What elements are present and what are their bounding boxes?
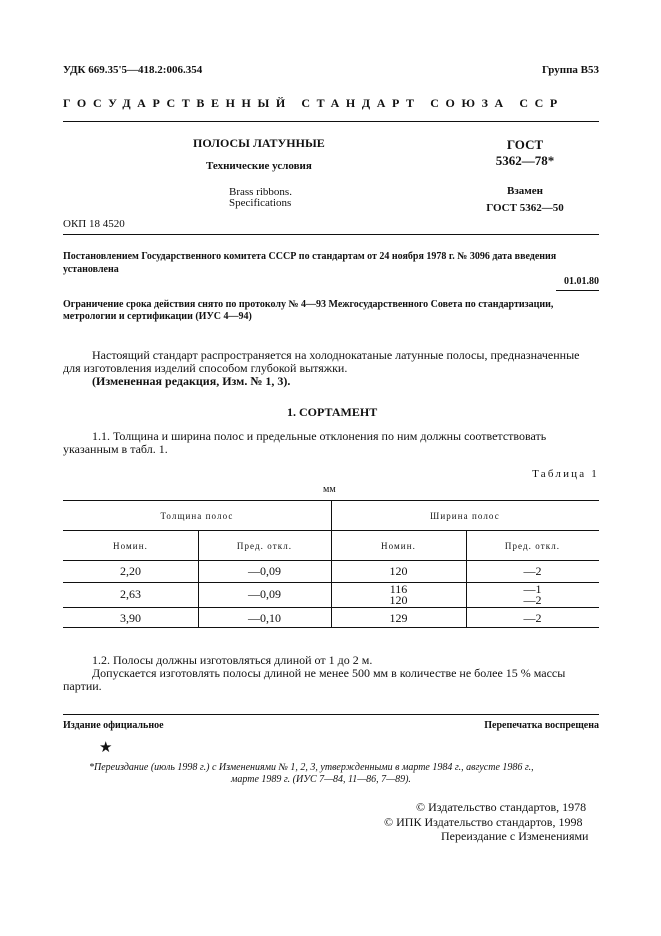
replaces-number: ГОСТ 5362—50 (486, 202, 564, 214)
gost-number: 5362—78* (495, 153, 555, 168)
cell-width-dev: —2 (523, 564, 542, 578)
cell-width-dev: —2 (523, 611, 542, 625)
official-edition: Издание официальное (63, 720, 164, 731)
cell-width-nom: 120 (389, 564, 408, 578)
reissue-note-line1: *Переиздание (июль 1998 г.) с Изменениями № 1, 2, 3, утвержденными в марте 1984 г., августе 1986 г., (89, 762, 534, 773)
group-code: Группа В53 (541, 64, 599, 76)
cell-width-nom: 116 (389, 582, 408, 596)
cell-width-dev: —1 (523, 582, 542, 596)
paragraph-1-2-line3: партии. (63, 679, 102, 693)
intro-line2: для изготовления изделий способом глубокой вытяжки. (63, 361, 348, 375)
paragraph-1-2-line1: 1.2. Полосы должны изготовляться длиной от 1 до 2 м. (92, 653, 373, 667)
cell-thickness-nom: 3,90 (120, 611, 141, 625)
section-heading: 1. СОРТАМЕНТ (287, 405, 378, 419)
decree-line2: установлена (63, 264, 119, 275)
effective-date: 01.01.80 (564, 276, 599, 287)
header-width: Ширина полос (430, 511, 500, 521)
cell-thickness-dev: —0,10 (248, 611, 281, 625)
star-icon: ★ (99, 740, 113, 756)
header-thickness-dev: Пред. откл. (236, 541, 293, 551)
decree-line1: Постановлением Государственного комитета СССР по стандартам от 24 ноября 1978 г. № 3096 дата введения (63, 251, 557, 262)
title-rule (63, 234, 599, 235)
footer-rule (63, 714, 599, 715)
english-title-line1: Brass ribbons. (229, 186, 292, 198)
cell-width-nom: 120 (389, 593, 408, 607)
copyright-1998: © ИПК Издательство стандартов, 1998 (384, 815, 583, 829)
document-title: ПОЛОСЫ ЛАТУННЫЕ (193, 136, 325, 150)
document-subtitle: Технические условия (206, 160, 312, 172)
english-title-line2: Specifications (229, 197, 292, 209)
date-underline (556, 290, 599, 291)
intro-line1: Настоящий стандарт распространяется на холоднокатаные латунные полосы, предназначенные (92, 348, 580, 362)
cell-width-dev: —2 (523, 593, 542, 607)
header-thickness-nom: Номин. (113, 541, 148, 551)
cell-width-nom: 129 (389, 611, 408, 625)
header-thickness: Толщина полос (160, 511, 234, 521)
cell-thickness-nom: 2,20 (120, 564, 141, 578)
okp-code: ОКП 18 4520 (63, 218, 125, 230)
reissue-note-line2: марте 1989 г. (ИУС 7—84, 11—86, 7—89). (231, 774, 411, 785)
paragraph-1-1-line1: 1.1. Толщина и ширина полос и предельные отклонения по ним должны соответствовать (92, 429, 547, 443)
copyright-1978: © Издательство стандартов, 1978 (416, 800, 587, 814)
table-caption: Таблица 1 (532, 468, 599, 480)
header-width-nom: Номин. (381, 541, 416, 551)
cell-thickness-dev: —0,09 (248, 564, 281, 578)
cell-thickness-nom: 2,63 (120, 587, 141, 601)
reissue-with-changes: Переиздание с Изменениями (441, 829, 589, 843)
state-standard-banner: ГОСУДАРСТВЕННЫЙ СТАНДАРТ СОЮЗА ССР (63, 96, 564, 110)
cell-thickness-dev: —0,09 (248, 587, 281, 601)
paragraph-1-2-line2: Допускается изготовлять полосы длиной не менее 500 мм в количестве не более 15 % массы (92, 666, 566, 680)
header-width-dev: Пред. откл. (504, 541, 561, 551)
limit-line1: Ограничение срока действия снято по протоколу № 4—93 Межгосударственного Совета по стандартизации, (63, 299, 554, 310)
table-unit: мм (323, 484, 336, 495)
paragraph-1-1-line2: указанным в табл. 1. (63, 442, 168, 456)
limit-line2: метрологии и сертификации (ИУС 4—94) (63, 311, 252, 322)
udk-code: УДК 669.35'5—418.2:006.354 (63, 64, 203, 76)
no-reprint-notice: Перепечатка воспрещена (484, 720, 599, 731)
gost-label: ГОСТ (506, 137, 544, 152)
header-rule (63, 121, 599, 122)
intro-edit-note: (Измененная редакция, Изм. № 1, 3). (92, 374, 291, 388)
replaces-label: Взамен (507, 185, 543, 197)
